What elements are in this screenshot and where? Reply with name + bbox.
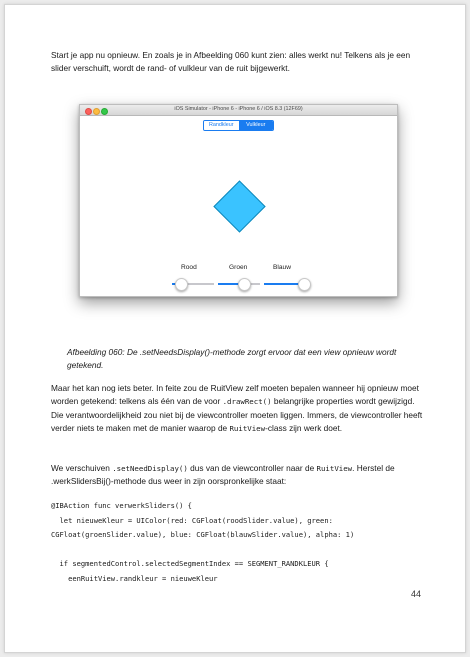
page-number: 44 bbox=[410, 589, 421, 599]
p3-text-b: dus van de viewcontroller naar de bbox=[187, 463, 317, 473]
simulator-title: iOS Simulator - iPhone 6 - iPhone 6 / iOS 8.3 (12F69) bbox=[174, 106, 303, 112]
slider-label-groen: Groen bbox=[229, 264, 248, 271]
code-line: if segmentedControl.selectedSegmentIndex == SEGMENT_RANDKLEUR { bbox=[51, 559, 329, 568]
slider-rood-thumb[interactable] bbox=[175, 278, 188, 291]
slider-rood[interactable] bbox=[172, 283, 214, 285]
segment-randkleur[interactable]: Randkleur bbox=[204, 121, 239, 130]
p2-code-ruitview: RuitView bbox=[229, 423, 266, 433]
slider-label-blauw: Blauw bbox=[273, 264, 291, 271]
document-page bbox=[4, 4, 466, 653]
segmented-control[interactable] bbox=[203, 120, 274, 131]
figure-caption: Afbeelding 060: De .setNeedsDisplay()-methode zorgt ervoor dat een view opnieuw wordt getekend. bbox=[67, 347, 397, 371]
paragraph-2 bbox=[51, 382, 429, 435]
slider-groen-thumb[interactable] bbox=[238, 278, 251, 291]
code-line bbox=[51, 543, 441, 558]
p3-text-c: . Herstel de .werkSlidersBij()-methode dus weer in zijn oorspronkelijke staat: bbox=[51, 463, 395, 487]
p2-code-drawrect: .drawRect() bbox=[222, 397, 272, 407]
ruit-diamond bbox=[213, 180, 265, 232]
ios-simulator-window bbox=[79, 104, 398, 297]
p2-text-c: -class zijn werk doet. bbox=[265, 422, 343, 433]
slider-blauw[interactable] bbox=[264, 283, 306, 285]
code-line: eenRuitView.randkleur = nieuweKleur bbox=[51, 573, 218, 583]
intro-paragraph: Start je app nu opnieuw. En zoals je in Afbeelding 060 kunt zien: alles werkt nu! Telkens als je een slider verschuift, wordt de rand- of vulkleur van de ruit bijgewerkt. bbox=[51, 50, 411, 74]
p2-text-a: Maar het kan nog iets beter. In feite zou de RuitView zelf moeten bepalen wanneer hij opnieuw moet worden getekend: telkens als één van de voor bbox=[51, 383, 419, 407]
p3-text-a: We verschuiven bbox=[51, 463, 113, 473]
paragraph-3 bbox=[51, 462, 429, 489]
p2-text-b: belangrijke properties wordt gewijzigd. Die verantwoordelijkheid zou niet bij de viewcontroller moeten liggen. Immers, de viewcontroller heeft verder niets te maken met de manier waarop de bbox=[51, 396, 423, 433]
code-line: @IBAction func verwerkSliders() { bbox=[51, 501, 192, 510]
segment-vulkleur[interactable]: Vulkleur bbox=[239, 121, 274, 130]
slider-blauw-thumb[interactable] bbox=[298, 278, 311, 291]
slider-label-rood: Rood bbox=[181, 264, 197, 271]
p3-code-setneeddisplay: .setNeedDisplay() bbox=[112, 464, 188, 473]
code-line: CGFloat(groenSlider.value), blue: CGFloat(blauwSlider.value), alpha: 1) bbox=[51, 530, 355, 539]
slider-groen[interactable] bbox=[218, 283, 260, 285]
code-block bbox=[51, 499, 441, 586]
simulator-titlebar bbox=[80, 105, 397, 116]
p3-code-ruitview: RuitView bbox=[316, 464, 353, 473]
code-line: let nieuweKleur = UIColor(red: CGFloat(roodSlider.value), green: bbox=[51, 515, 333, 525]
